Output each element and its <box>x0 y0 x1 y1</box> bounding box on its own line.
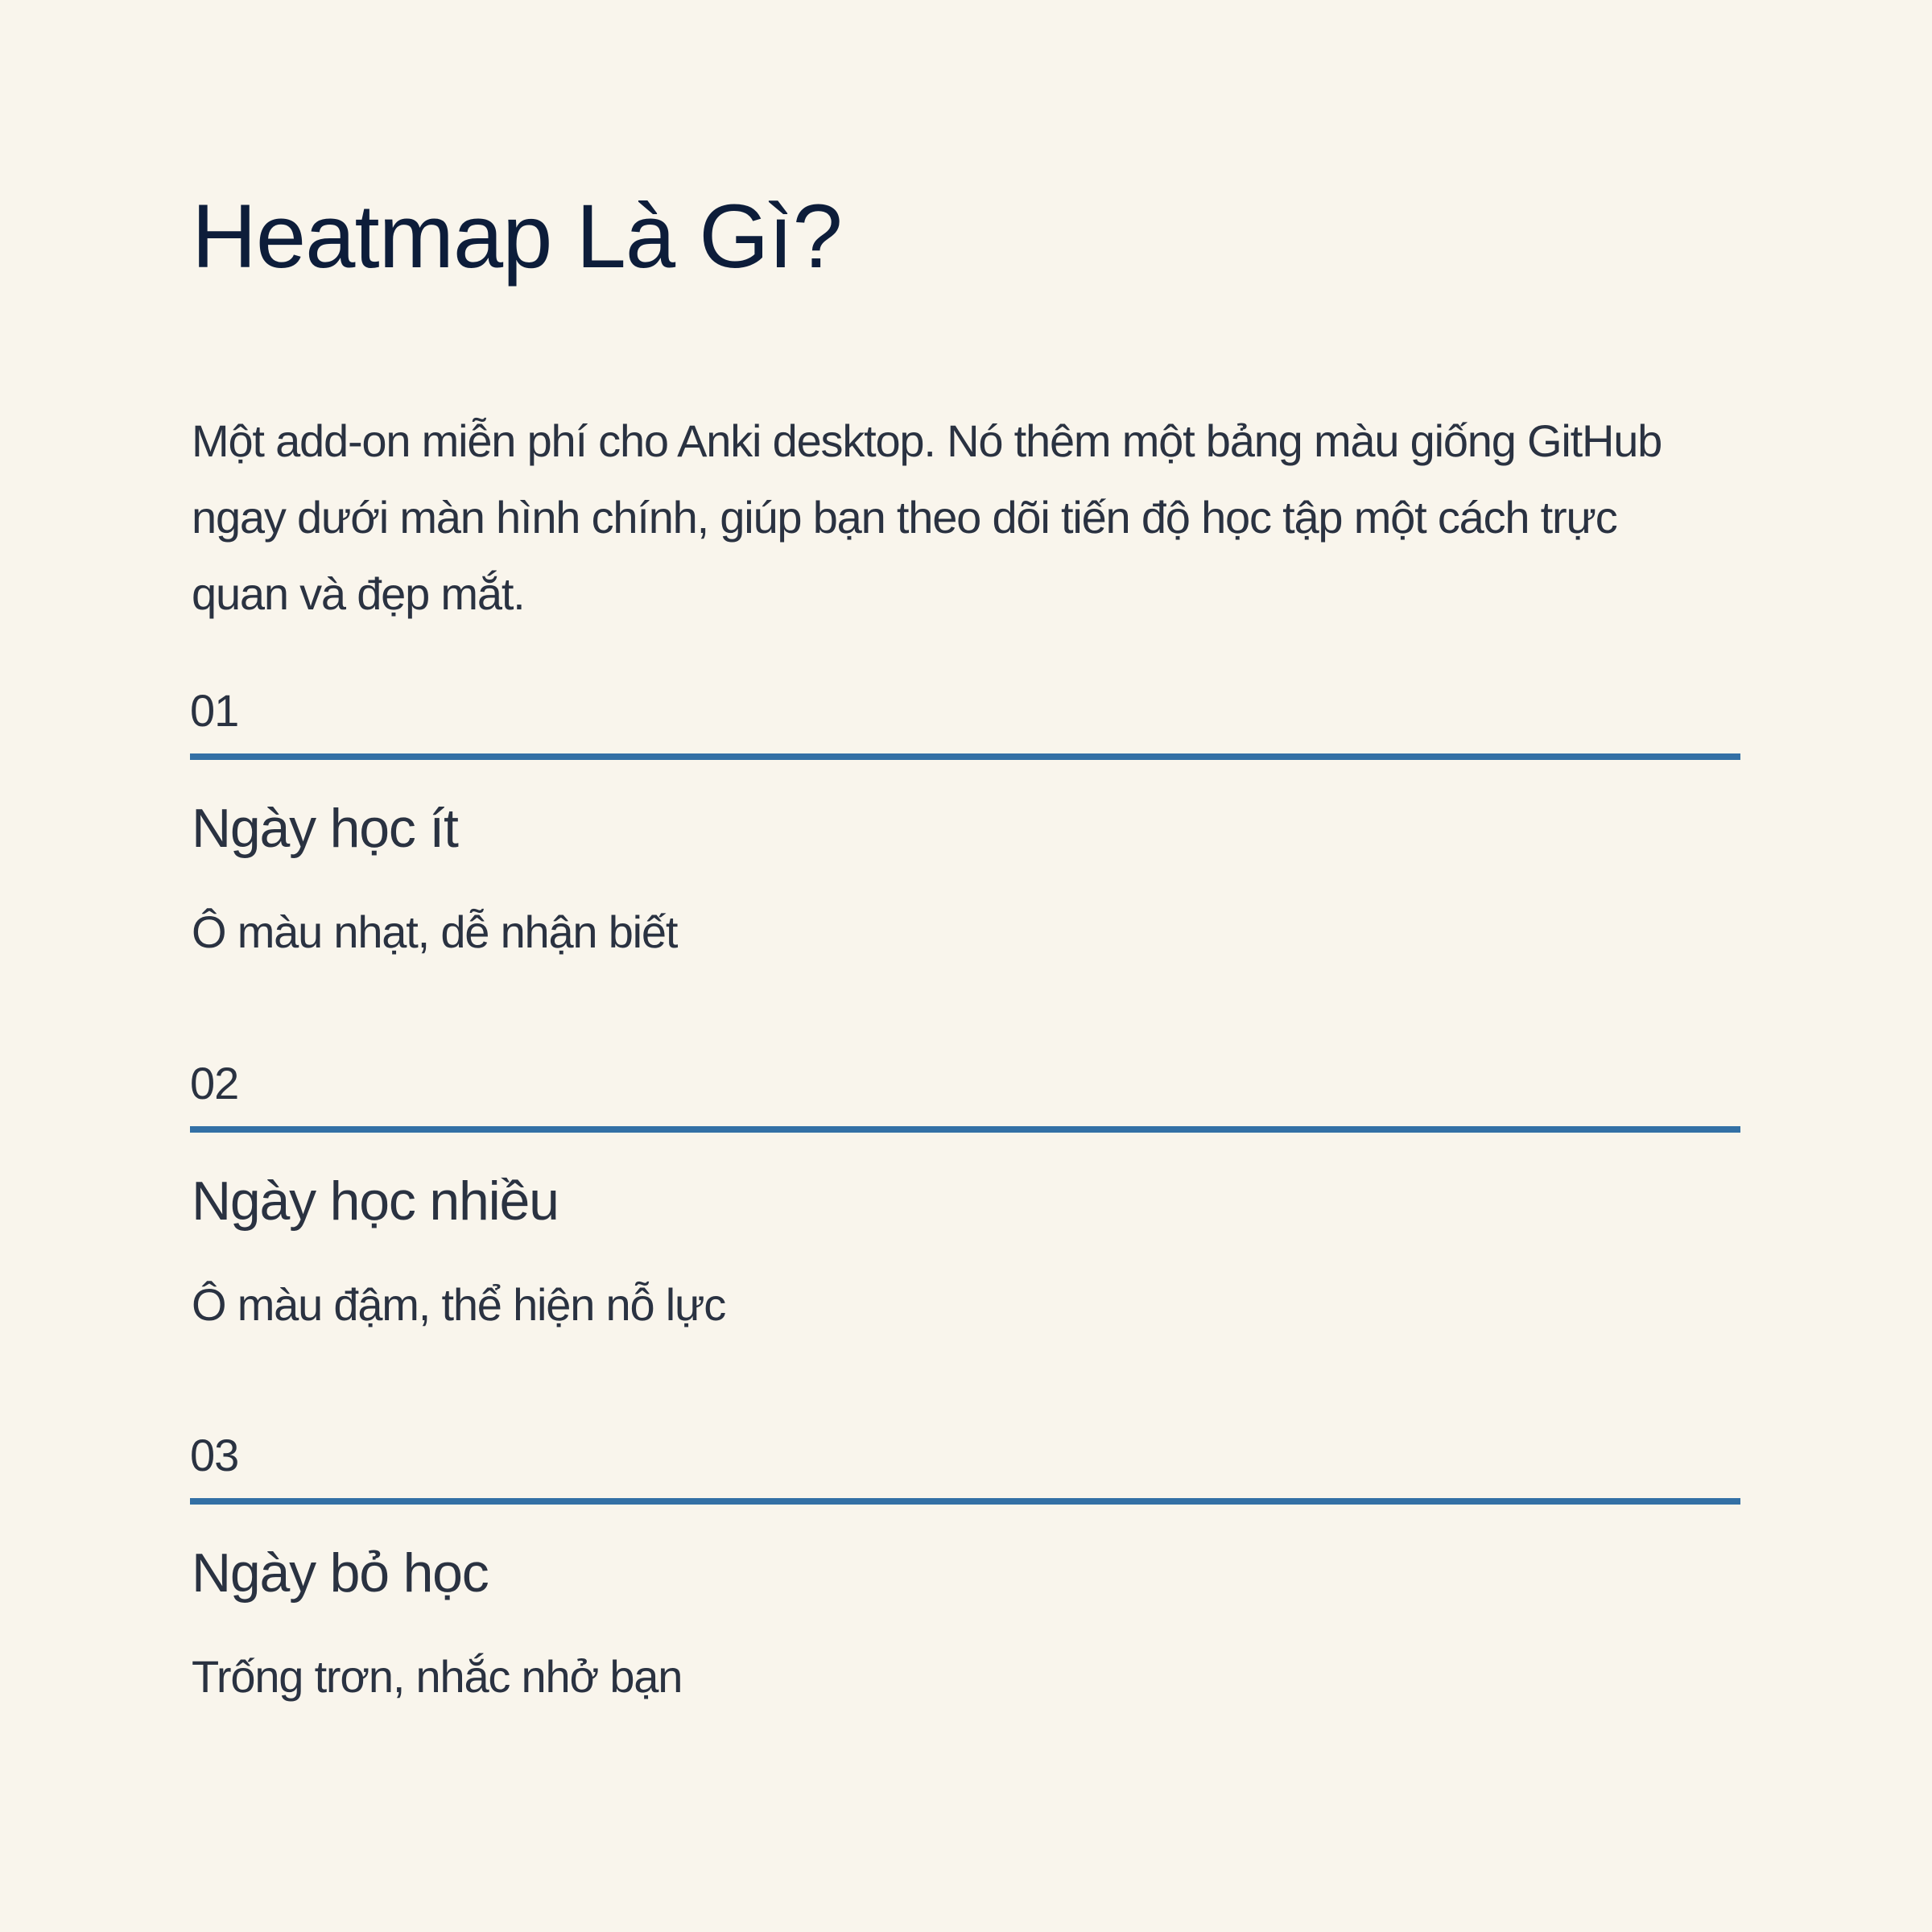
divider <box>190 1498 1740 1505</box>
item-description: Trống trơn, nhắc nhở bạn <box>192 1651 683 1702</box>
page-title: Heatmap Là Gì? <box>192 186 842 287</box>
item-description: Ô màu nhạt, dễ nhận biết <box>192 906 678 957</box>
item-number: 02 <box>190 1058 239 1108</box>
item-heading: Ngày học ít <box>192 798 458 859</box>
divider <box>190 753 1740 760</box>
item-heading: Ngày bỏ học <box>192 1542 489 1604</box>
item-heading: Ngày học nhiều <box>192 1170 559 1232</box>
item-description: Ô màu đậm, thể hiện nỗ lực <box>192 1279 726 1330</box>
item-number: 03 <box>190 1430 239 1480</box>
intro-paragraph: Một add-on miễn phí cho Anki desktop. Nó thêm một bảng màu giống GitHub ngay dưới màn hình chính, giúp bạn theo dõi tiến độ học tập một cách trực quan và đẹp mắt. <box>192 415 1662 619</box>
divider <box>190 1126 1740 1133</box>
item-number: 01 <box>190 685 239 736</box>
